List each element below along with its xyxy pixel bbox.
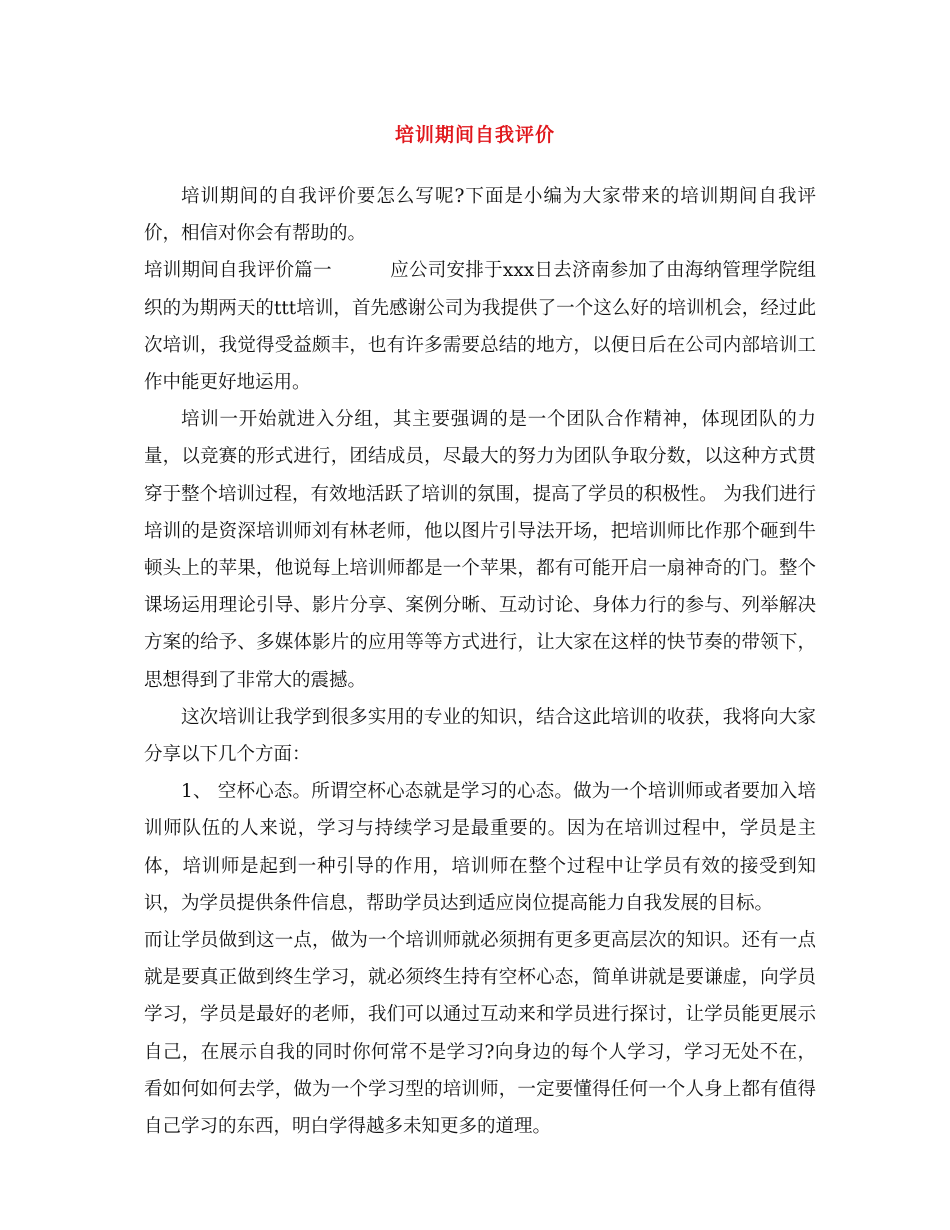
body-paragraph-5: 而让学员做到这一点，做为一个培训师就必须拥有更多更高层次的知识。还有一点就是要真正做到终生学习，就必须终生持有空杯心态，简单讲就是要谦虚，向学员学习，学员是最好的老师，我们可以通过互动来和学员进行探讨，让学员能更展示自己，在展示自我的同时你何常不是学习?向身边的每个人学习，学习无处不在，看如何如何去学，做为一个学习型的培训师，一定要懂得任何一个人身上都有值得自己学习的东西，明白学得越多未知更多的道理。	[144, 930, 816, 1138]
intro-paragraph: 培训期间的自我评价要怎么写呢?下面是小编为大家带来的培训期间自我评价，相信对你会有帮助的。	[144, 186, 816, 245]
section1-heading: 培训期间自我评价篇一	[144, 260, 332, 282]
page-title: 培训期间自我评价	[394, 124, 555, 146]
body-paragraph-3: 这次培训让我学到很多实用的专业的知识，结合这此培训的收获，我将向大家分享以下几个方面：	[144, 706, 816, 766]
section1-paragraph	[144, 252, 816, 401]
document-body	[144, 178, 816, 1145]
body-paragraph-4: 1、 空杯心态。所谓空杯心态就是学习的心态。做为一个培训师或者要加入培训师队伍的人来说，学习与持续学习是最重要的。因为在培训过程中，学员是主体，培训师是起到一种引导的作用，培训师在整个过程中让学员有效的接受到知识，为学员提供条件信息，帮助学员达到适应岗位提高能力自我发展的目标。	[144, 781, 816, 914]
section1-text: 应公司安排于xxx日去济南参加了由海纳管理学院组织的为期两天的ttt培训，首先感谢公司为我提供了一个这么好的培训机会，经过此次培训，我觉得受益颇丰，也有许多需要总结的地方，以便日后在公司内部培训工作中能更好地运用。	[144, 260, 816, 394]
body-paragraph-2: 培训一开始就进入分组，其主要强调的是一个团队合作精神，体现团队的力量，以竞赛的形式进行，团结成员，尽最大的努力为团队争取分数，以这种方式贯穿于整个培训过程，有效地活跃了培训的氛围，提高了学员的积极性。 为我们进行培训的是资深培训师刘有林老师，他以图片引导法开场，把培训师比作那个砸到牛顿头上的苹果，他说每上培训师都是一个苹果，都有可能开启一扇神奇的门。整个课场运用理论引导、影片分享、案例分晰、互动讨论、身体力行的参与、列举解决方案的给予、多媒体影片的应用等等方式进行，让大家在这样的快节奏的带领下，思想得到了非常大的震撼。	[144, 409, 816, 691]
